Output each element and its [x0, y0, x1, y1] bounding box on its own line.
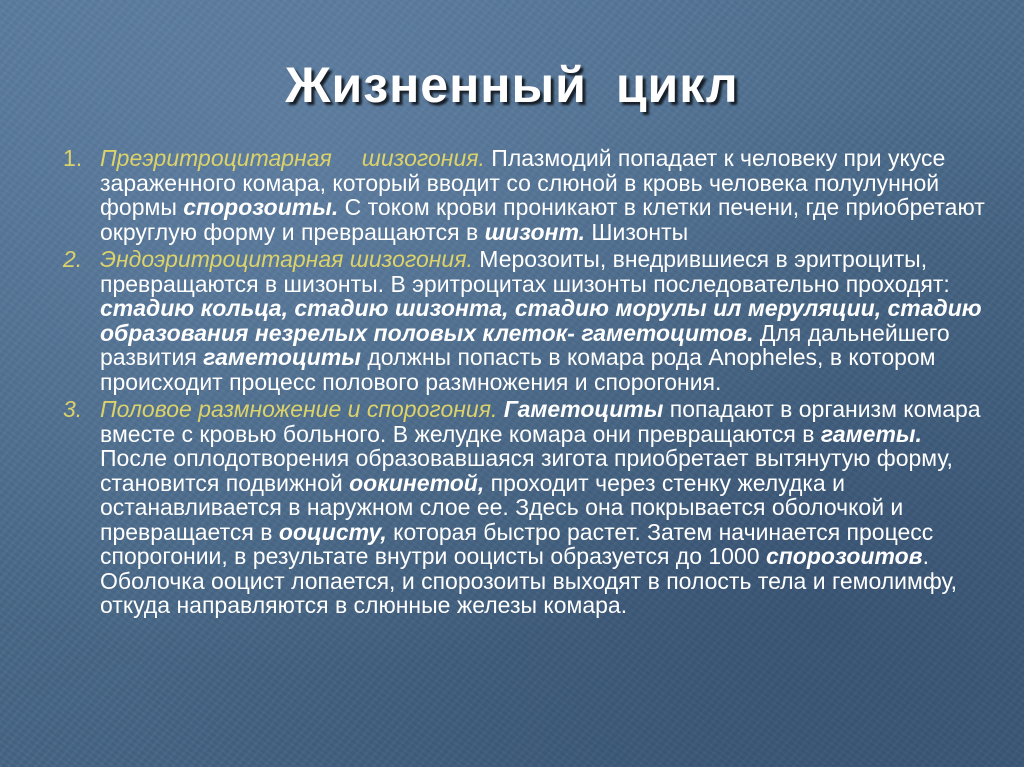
list-marker: 3.: [63, 396, 83, 422]
item-text: которая быстро растет. Затем начинается процесс спорогонии, в результате внутри ооцисты образуется до 1000: [100, 518, 934, 569]
item-term: стадию кольца, стадию шизонта, стадию морулы ил меруляции, стадию образования незрелых половых клеток- гаметоцитов.: [100, 295, 982, 346]
list-item-2: [60, 247, 990, 394]
item-text: С током крови проникают в клетки печени, где приобретают округлую форму и превращаются в: [100, 194, 985, 245]
item-text: Шизонты: [585, 218, 689, 245]
item-heading-part-1: Преэритроцитарная: [100, 145, 332, 171]
list-marker: 2.: [63, 246, 83, 272]
item-term: шизонт.: [484, 218, 585, 245]
item-term: ооцисту,: [278, 518, 387, 545]
item-term: спорозоитов: [765, 543, 923, 569]
item-text: Мерозоиты, внедрившиеся в эритроциты, превращаются в шизонты. В эритроцитах шизонты последовательно проходят:: [100, 246, 950, 297]
item-heading: Половое размножение и спорогония.: [100, 396, 498, 422]
list-item-3: [60, 397, 990, 618]
slide-content: [60, 146, 990, 621]
item-text: Плазмодий попадает к человеку при укусе зараженного комара, который вводит со слюной в кровь человека полулунной формы: [100, 145, 946, 220]
item-term: гаметы.: [820, 420, 922, 447]
slide-title: Жизненный цикл: [285, 57, 739, 113]
item-heading: Эндоэритроцитарная шизогония.: [100, 246, 473, 272]
list-marker: 1.: [63, 145, 83, 171]
item-term: гаметоциты: [203, 344, 361, 370]
item-heading-part-2: шизогония.: [361, 145, 485, 171]
item-text: . Оболочка ооцист лопается, и спорозоиты выходят в полость тела и гемолимфу, откуда направляются в слюнные железы комара.: [100, 543, 958, 618]
item-text: Для дальнейшего развития: [100, 319, 950, 370]
list-item-1: [60, 146, 990, 244]
item-term: оокинетой,: [349, 469, 485, 496]
item-text: проходит через стенку желудка и останавливается в наружном слое ее. Здесь она покрывается оболочкой и превращается в: [100, 469, 904, 545]
item-term: Гаметоциты: [503, 396, 664, 422]
item-term: спорозоиты.: [183, 194, 339, 220]
item-text: После оплодотворения образовавшаяся зигота приобретает вытянутую форму, становится подвижной: [100, 445, 953, 496]
item-text: попадают в организм комара вместе с кровью больного. В желудке комара они превращаются в: [100, 396, 981, 447]
item-text: должны попасть в комара рода Anopheles, в котором происходит процесс полового размножения и спорогония.: [100, 344, 936, 395]
